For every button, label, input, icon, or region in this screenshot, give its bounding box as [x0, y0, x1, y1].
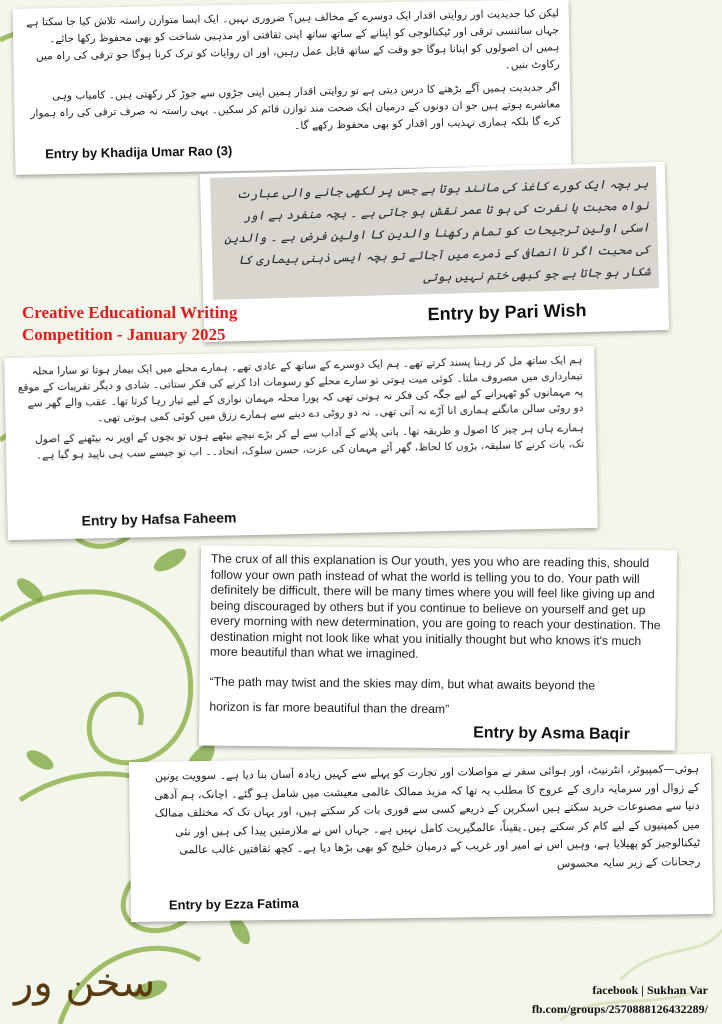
footer-group-link[interactable]: fb.com/groups/2570888126432289/	[531, 1002, 708, 1016]
entry-byline: Entry by Asma Baqir	[473, 724, 630, 744]
entry-card-asma	[199, 546, 677, 751]
entry-text-paragraph: ہم ایک ساتھ مل کر رہنا پسند کرتے تھے۔ ہم ایک دوسرے کے ساتھ کے عادی تھے۔ ہمارے محلے میں ایک بیمار ہوتا تو سارا محلہ تیمارداری میں مصروف ملتا۔ کوئی میت ہوتی تو سارے محلے کو رسومات ادا کرنے کی فکر ستاتی۔ شادی و دیگر تقریبات کے موقع پہ مہمانوں کو ٹھہرانے کے لیے جگہ کی فکر نہ ہوتی تھی کہ پورا محلہ مہمان نوازی کے لیے تیار رہا کرتا تھا۔ عقب والے گھر سے دو روٹی سالن مانگنے ہماری انا آڑے نہ آتی تھی۔ نہ دو روٹی دے دینے سے ہمارے رزق میں کوئی کمی ہوتی تھی۔	[17, 354, 584, 425]
sukhan-var-logo: سخن ور	[14, 960, 156, 1006]
entry-byline: Entry by Khadija Umar Rao (3)	[44, 143, 233, 162]
entry-byline: Entry by Ezza Fatima	[168, 895, 300, 913]
entry-text-paragraph: The crux of all this explanation is Our youth, yes you who are reading this, should follow your own path instead of what the world is telling you to do. Your path will definitely be difficult, there will be many times where you will feel like giving up and being discouraged by others but if you continue to believe on yourself and get up every morning with new determination, you are going to reach your destination. The destination might not look like what you initially thought but who knows it's much more beautiful than what we imagined.	[209, 551, 661, 661]
competition-title-line1: Creative Educational Writing	[22, 303, 238, 322]
entry-card-hafsa	[4, 346, 598, 540]
entry-text-paragraph: ہوئی—کمپیوٹر، انٹرنیٹ، اور ہوائی سفر نے مواصلات اور تجارت کو پہلے سے کہیں زیادہ آسان بنا دیا ہے۔ سوویت یونین کے زوال اور سرمایہ داری کے عروج کا مطلب یہ تھا کہ مزید ممالک عالمی معیشت میں شامل ہو گئے۔ اچانک، ہم آدھی دنیا سے مصنوعات خرید سکتے ہیں اسکرین کے ذریعے کسی سے فوری بات کر سکتے ہیں، اور یہاں تک کہ مختلف ممالک میں کمپنیوں کے لیے کام کر سکتے ہیں۔یقیناً، عالمگیریت کامل نہیں ہے۔ جہاں اس نے ملازمتیں پیدا کی ہیں اور نئی ٹیکنالوجیز کو پھیلایا ہے، وہیں اس نے امیر اور غریب کے درمیان خلیج کو بھی بڑھا دیا ہے۔ کچھ ثقافتیں غالب عالمی رجحانات کے زیر سایہ محسوس	[154, 762, 701, 870]
competition-title-line2: Competition - January 2025	[22, 325, 226, 344]
quote-line: “The path may twist and the skies may dim, but what awaits beyond the	[209, 674, 596, 693]
footer-facebook[interactable]: facebook | Sukhan Var	[592, 983, 708, 997]
entry-byline: Entry by Hafsa Faheem	[81, 509, 237, 529]
quote-line: horizon is far more beautiful than the dream”	[209, 699, 450, 716]
entry-text-paragraph: اگر جدیدیت ہمیں آگے بڑھنے کا درس دیتی ہے تو روایتی اقدار ہمیں اپنی جڑوں سے جوڑ کر رکھتی ہیں۔ کامیاب وہی معاشرے ہوتے ہیں جو ان دونوں کے درمیان ایک صحت مند توازن قائم کر سکیں۔ یہی راستہ نہ صرف ترقی کی راہ ہموار کرے گا بلکہ ہماری تہذیب اور اقدار کو بھی محفوظ رکھے گا۔	[30, 81, 561, 132]
entry-card-pari	[200, 162, 669, 342]
entry-card-ezza	[129, 754, 713, 922]
entry-text-paragraph: لیکن کیا جدیدیت اور روایتی اقدار ایک دوسرے کے مخالف ہیں؟ ضروری نہیں۔ ایک ایسا متوازن راستہ تلاش کیا جا سکتا ہے جہاں سائنسی ترقی اور ٹیکنالوجی کو اپنانے کے ساتھ ساتھ اپنی ثقافتی اور مذہبی شناخت کو بھی محفوظ رکھا جائے۔ ہمیں ان اصولوں کو اپنانا ہوگا جو وقت کے ساتھ قابل عمل رہیں، اور ان روایات کو ترک کرنا ہوگا جو ترقی کی راہ میں رکاوٹ بنیں۔	[26, 7, 560, 72]
entry-text-paragraph: ہمارے ہاں ہر چیز کا اصول و طریقہ تھا۔ پانی پلانے کے آداب سے لے کر بڑے نیچے بیٹھے ہوں تو بچوں کے اوپر نہ بیٹھنے کے اصول تک، بات کرنے کا سلیقہ، بڑوں کا لحاظ، گھر آئے مہمان کی عزت، حسن سلوک، اتحاد۔۔ اب تو جیسے سب ہی ناپید ہو گیا ہے۔	[35, 422, 585, 462]
entry-card-khadija	[13, 0, 572, 175]
handwritten-note-image	[210, 166, 659, 300]
handwritten-text: ہر بچہ ایک کورے کاغذ کی مانند ہوتا ہے جس پر لکھی جانے والی عبارت نواہ محبت یا نفرت کی ہو تا عمر نقش ہو جاتی ہے ۔ بچہ منفرد ہے اور اسکی اولین ترجیحات کو تمام رکھنا والدین کا اولین فرض ہے ۔ والدین کی محبت اگر نا انصافی کے ذمرے میں آجائے تو بچہ ایسی ذہنی بیماری کا شکار ہو جاتا ہے جو کبھی ختم نہیں ہوتی	[223, 176, 651, 285]
competition-title	[22, 302, 237, 346]
entry-byline: Entry by Pari Wish	[427, 300, 587, 325]
